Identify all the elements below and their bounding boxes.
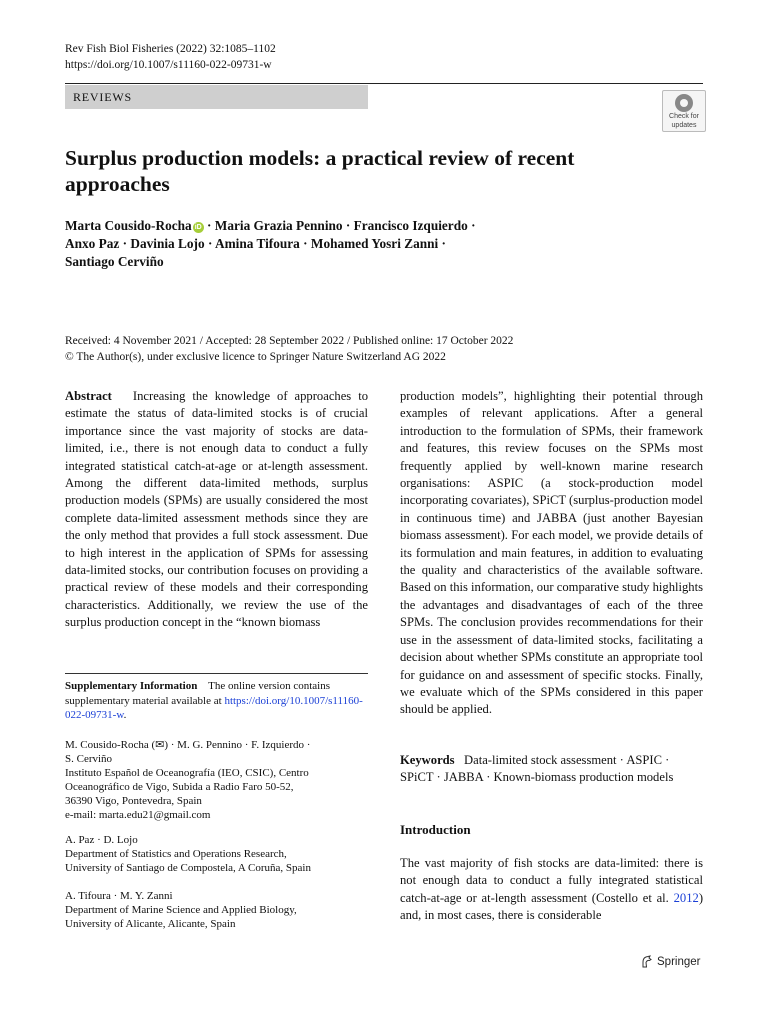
- authors-line1-rest: · Maria Grazia Pennino · Francisco Izquierdo ·: [203, 218, 476, 233]
- intro-text-a: The vast majority of fish stocks are data-limited: there is not enough data to conduct a fully integrated statistical catch-at-age or at-length assessment (Costello et al.: [400, 856, 703, 905]
- article-title: Surplus production models: a practical review of recent approaches: [65, 146, 575, 196]
- affil1-email[interactable]: e-mail: marta.edu21@gmail.com: [65, 809, 211, 821]
- introduction-heading: Introduction: [400, 822, 471, 837]
- dates-line: Received: 4 November 2021 / Accepted: 28 September 2022 / Published online: 17 October 2022: [65, 335, 514, 347]
- header-rule: [65, 83, 703, 84]
- authors-line3: Santiago Cerviño: [65, 254, 164, 269]
- bookmark-icon: [675, 94, 693, 112]
- abstract-text-left: Increasing the knowledge of approaches to estimate the status of data-limited stocks is of crucial importance since the vast majority of stocks are data-limited, i.e., there is not enough data to conduct a fully integrated statistical catch-at-age or at-length assessment. Among the different data-limited methods, surplus production models (SPMs) are usually considered the most complete data-limited assessment methods since they are the only method that provides a full stock assessment. Due to high interest in the application of SPMs for assessing data-limited stocks, our contribution focuses on providing a practical review of these models and their corresponding characteristics. Additionally, we review the use of the surplus production concept in the “known biomass: [65, 389, 368, 630]
- affil3-names: A. Tifoura · M. Y. Zanni: [65, 890, 173, 902]
- article-dates: [65, 334, 513, 365]
- check-for-updates-badge[interactable]: [662, 90, 706, 132]
- supp-heading: Supplementary Information: [65, 680, 198, 692]
- keywords: [400, 752, 703, 787]
- keywords-text: Data-limited stock assessment · ASPIC · SPiCT · JABBA · Known-biomass production models: [400, 753, 674, 785]
- affil1-names2: S. Cerviño: [65, 753, 113, 765]
- affiliation-1: [65, 738, 368, 822]
- affil1-names-a: M. Cousido-Rocha (: [65, 739, 156, 751]
- affil3-line: University of Alicante, Alicante, Spain: [65, 918, 236, 930]
- author-list: [65, 217, 685, 271]
- badge-line2: updates: [671, 121, 697, 129]
- keywords-heading: Keywords: [400, 753, 455, 767]
- affil1-names-b: ) · M. G. Pennino · F. Izquierdo ·: [164, 739, 311, 751]
- badge-line1: Check for: [669, 113, 699, 120]
- affiliation-3: [65, 889, 368, 931]
- introduction-body: [400, 855, 703, 925]
- supp-link[interactable]: https://doi.org/10.1007/s11160-022-09731-w: [65, 694, 363, 721]
- affil1-line: Oceanográfico de Vigo, Subida a Radio Faro 50-52,: [65, 781, 294, 793]
- affil2-line: University of Santiago de Compostela, A Coruña, Spain: [65, 862, 311, 874]
- email-icon[interactable]: ✉: [155, 739, 165, 751]
- publisher-logo: [640, 955, 700, 968]
- abstract-text-right: production models”, highlighting their potential through examples of relevant applications. After a general introduction to the formulation of SPMs, their framework and features, this review focuses on the SPMs most frequently applied by well-known marine research organisations: ASPIC (a stock-production model incorporating covariates), SPiCT (surplus-production model in continuous time) and JABBA (just another Bayesian biomass assessment). For each model, we provide details of its formulation and main features, in addition to evaluating the quality and characteristics of the available software. Based on this information, our comparative study highlights the advantages and disadvantages of each of the three SPMs. The conclusion provides recommendations for their use in the assessment of data-limited stocks, facilitating a decision about whether SPMs constitute an appropriate tool for guidance on and assessment of specific stocks. Finally, we evaluate which of the SPMs considered in this paper should be applied.: [400, 389, 704, 717]
- supp-text: The online version contains supplementary material available at: [65, 680, 331, 707]
- supp-end: .: [123, 709, 127, 721]
- section-label: REVIEWS: [65, 85, 368, 109]
- authors-line2: Anxo Paz · Davinia Lojo · Amina Tifoura · Mohamed Yosri Zanni ·: [65, 236, 446, 251]
- springer-horse-icon: [640, 955, 653, 968]
- affil1-line: Instituto Español de Oceanografía (IEO, CSIC), Centro: [65, 767, 309, 779]
- affil1-line: 36390 Vigo, Pontevedra, Spain: [65, 795, 202, 807]
- abstract-right: [400, 388, 703, 719]
- copyright-line: © The Author(s), under exclusive licence to Springer Nature Switzerland AG 2022: [65, 350, 446, 363]
- affil3-line: Department of Marine Science and Applied Biology,: [65, 904, 297, 916]
- orcid-icon[interactable]: iD: [194, 224, 202, 231]
- journal-header: [65, 42, 276, 73]
- affiliation-2: [65, 833, 368, 875]
- abstract-heading: Abstract: [65, 389, 112, 403]
- abstract-left: [65, 388, 368, 632]
- affil2-names: A. Paz · D. Lojo: [65, 834, 138, 846]
- supplementary-info: [65, 679, 368, 723]
- footnote-rule: [65, 673, 368, 674]
- affil2-line: Department of Statistics and Operations Research,: [65, 848, 287, 860]
- author-first[interactable]: Marta Cousido-Rocha: [65, 218, 192, 233]
- citation-link[interactable]: 2012: [673, 890, 699, 905]
- article-doi[interactable]: https://doi.org/10.1007/s11160-022-09731-w: [65, 58, 272, 71]
- publisher-name: Springer: [657, 956, 701, 968]
- journal-citation: Rev Fish Biol Fisheries (2022) 32:1085–1102: [65, 43, 276, 55]
- intro-text-b: ) and, in most cases, there is considerable: [400, 890, 704, 923]
